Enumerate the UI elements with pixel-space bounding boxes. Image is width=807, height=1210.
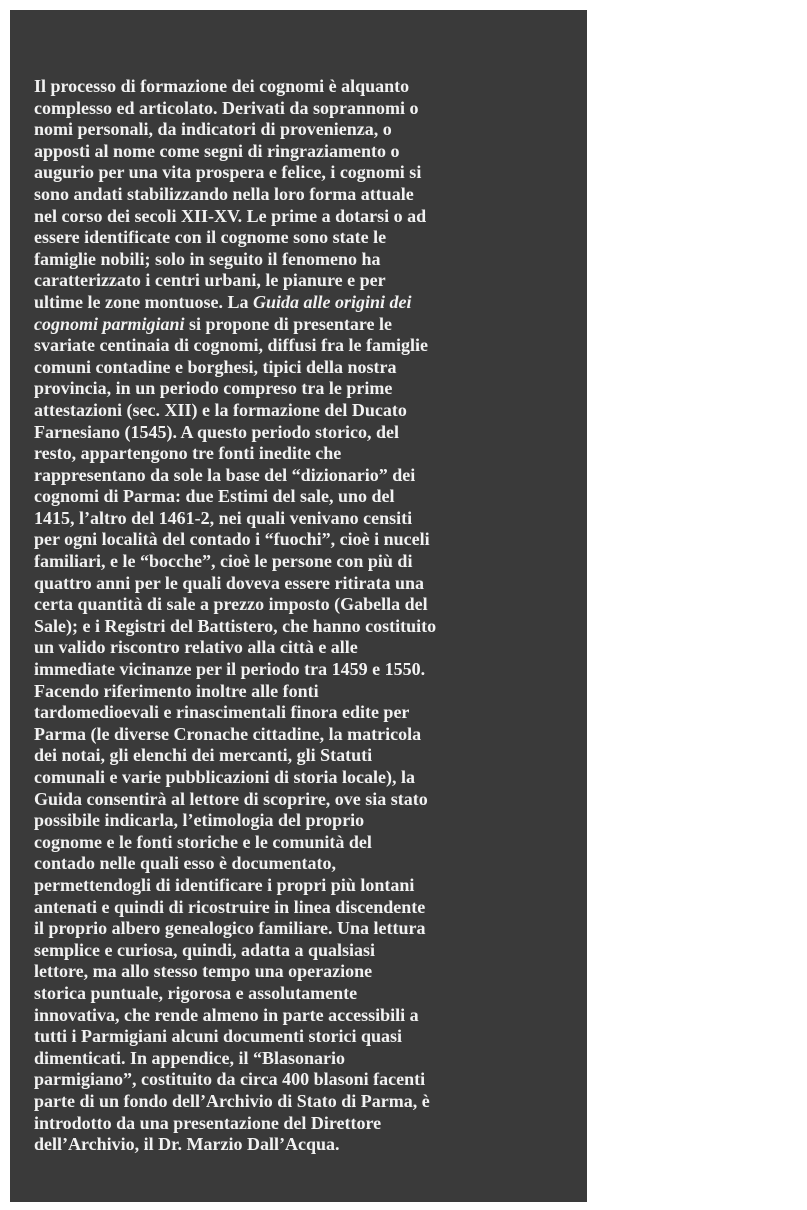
- text-segment: Facendo riferimento inoltre alle fonti: [34, 680, 319, 701]
- text-segment: dimenticati. In appendice, il “Blasonario: [34, 1047, 346, 1068]
- text-line: [34, 724, 554, 746]
- text-segment: storica puntuale, rigorosa e assolutamente: [34, 982, 358, 1003]
- text-segment: nomi personali, da indicatori di provenienza, o: [34, 119, 392, 140]
- text-segment: apposti al nome come segni di ringraziamento o: [34, 140, 400, 161]
- text-line: [34, 486, 554, 508]
- text-line: [34, 378, 554, 400]
- text-line: [34, 961, 554, 983]
- text-segment: contado nelle quali esso è documentato,: [34, 853, 337, 874]
- text-line: [34, 227, 554, 249]
- text-line: [34, 443, 554, 465]
- text-segment: parte di un fondo dell’Archivio di Stato di Parma, è: [34, 1090, 430, 1111]
- text-line: [34, 1005, 554, 1027]
- text-line: [34, 292, 554, 314]
- text-line: [34, 637, 554, 659]
- text-line: [34, 529, 554, 551]
- text-segment: permettendogli di identificare i propri più lontani: [34, 874, 415, 895]
- text-line: [34, 832, 554, 854]
- text-segment: il proprio albero genealogico familiare. Una lettura: [34, 918, 426, 939]
- text-line: [34, 616, 554, 638]
- text-segment: parmigiano”, costituito da circa 400 blasoni facenti: [34, 1069, 426, 1090]
- text-segment: quattro anni per le quali doveva essere ritirata una: [34, 572, 425, 593]
- text-segment: familiari, e le “bocche”, cioè le persone con più di: [34, 551, 413, 572]
- text-segment: immediate vicinanze per il periodo tra 1459 e 1550.: [34, 659, 426, 680]
- text-line: [34, 1048, 554, 1070]
- text-segment: comuni contadine e borghesi, tipici della nostra: [34, 356, 397, 377]
- text-segment: possibile indicarla, l’etimologia del proprio: [34, 810, 365, 831]
- text-line: [34, 745, 554, 767]
- text-line: [34, 918, 554, 940]
- text-line: [34, 508, 554, 530]
- text-line: [34, 810, 554, 832]
- text-segment: resto, appartengono tre fonti inedite che: [34, 443, 342, 464]
- text-segment: essere identificate con il cognome sono state le: [34, 227, 387, 248]
- text-segment: 1415, l’altro del 1461-2, nei quali venivano censiti: [34, 507, 413, 528]
- text-segment: provincia, in un periodo compreso tra le prime: [34, 378, 393, 399]
- text-segment: svariate centinaia di cognomi, diffusi fra le famiglie: [34, 335, 428, 356]
- text-line: [34, 573, 554, 595]
- text-segment: lettore, ma allo stesso tempo una operazione: [34, 961, 373, 982]
- text-segment: ultime le zone montuose. La: [34, 291, 253, 312]
- text-segment: Farnesiano (1545). A questo periodo storico, del: [34, 421, 399, 442]
- text-segment: innovativa, che rende almeno in parte accessibili a: [34, 1004, 419, 1025]
- text-line: [34, 314, 554, 336]
- back-cover-panel: [10, 10, 587, 1202]
- text-line: [34, 119, 554, 141]
- text-line: [34, 1091, 554, 1113]
- text-segment: Il processo di formazione dei cognomi è alquanto: [34, 76, 410, 96]
- text-line: [34, 1134, 554, 1156]
- text-segment: cognomi di Parma: due Estimi del sale, uno del: [34, 486, 395, 507]
- text-line: [34, 789, 554, 811]
- text-line: [34, 141, 554, 163]
- text-line: [34, 98, 554, 120]
- text-segment: un valido riscontro relativo alla città e alle: [34, 637, 358, 658]
- text-line: [34, 767, 554, 789]
- text-segment: introdotto da una presentazione del Direttore: [34, 1112, 382, 1133]
- text-line: [34, 270, 554, 292]
- text-line: [34, 702, 554, 724]
- text-segment: caratterizzato i centri urbani, le pianure e per: [34, 270, 386, 291]
- text-segment: Guida consentirà al lettore di scoprire, ove sia stato: [34, 788, 428, 809]
- text-segment: tardomedioevali e rinascimentali finora edite per: [34, 702, 410, 723]
- text-line: [34, 875, 554, 897]
- text-line: [34, 1026, 554, 1048]
- text-line: [34, 983, 554, 1005]
- text-line: [34, 184, 554, 206]
- text-segment: Sale); e i Registri del Battistero, che hanno costituito: [34, 615, 437, 636]
- text-line: [34, 940, 554, 962]
- text-segment: attestazioni (sec. XII) e la formazione del Ducato: [34, 399, 407, 420]
- text-line: [34, 1113, 554, 1135]
- text-line: [34, 76, 554, 98]
- text-line: [34, 335, 554, 357]
- text-line: [34, 853, 554, 875]
- text-segment: dell’Archivio, il Dr. Marzio Dall’Acqua.: [34, 1134, 340, 1155]
- text-segment: rappresentano da sole la base del “dizionario” dei: [34, 464, 416, 485]
- text-segment: augurio per una vita prospera e felice, i cognomi si: [34, 162, 422, 183]
- text-line: [34, 659, 554, 681]
- text-segment: semplice e curiosa, quindi, adatta a qualsiasi: [34, 939, 376, 960]
- text-segment: per ogni località del contado i “fuochi”, cioè i nuceli: [34, 529, 430, 550]
- text-line: [34, 594, 554, 616]
- text-segment: nel corso dei secoli XII-XV. Le prime a dotarsi o ad: [34, 205, 427, 226]
- text-segment: Parma (le diverse Cronache cittadine, la matricola: [34, 723, 422, 744]
- text-segment: sono andati stabilizzando nella loro forma attuale: [34, 183, 414, 204]
- text-line: [34, 162, 554, 184]
- text-segment: si propone di presentare le: [184, 313, 393, 334]
- text-line: [34, 400, 554, 422]
- italic-title-text: Guida alle origini dei: [252, 291, 412, 312]
- text-segment: complesso ed articolato. Derivati da soprannomi o: [34, 97, 419, 118]
- text-segment: famiglie nobili; solo in seguito il fenomeno ha: [34, 248, 381, 269]
- text-line: [34, 206, 554, 228]
- text-line: [34, 897, 554, 919]
- text-line: [34, 681, 554, 703]
- text-segment: certa quantità di sale a prezzo imposto (Gabella del: [34, 594, 428, 615]
- text-line: [34, 465, 554, 487]
- text-line: [34, 1069, 554, 1091]
- text-line: [34, 357, 554, 379]
- text-segment: tutti i Parmigiani alcuni documenti storici quasi: [34, 1026, 403, 1047]
- text-line: [34, 249, 554, 271]
- text-line: [34, 551, 554, 573]
- text-segment: comunali e varie pubblicazioni di storia locale), la: [34, 767, 415, 787]
- text-segment: dei notai, gli elenchi dei mercanti, gli Statuti: [34, 745, 373, 766]
- italic-title-text: cognomi parmigiani: [34, 313, 185, 334]
- text-segment: cognome e le fonti storiche e le comunità del: [34, 831, 372, 852]
- text-segment: antenati e quindi di ricostruire in linea discendente: [34, 896, 426, 917]
- text-line: [34, 422, 554, 444]
- cover-blurb: [34, 76, 554, 1156]
